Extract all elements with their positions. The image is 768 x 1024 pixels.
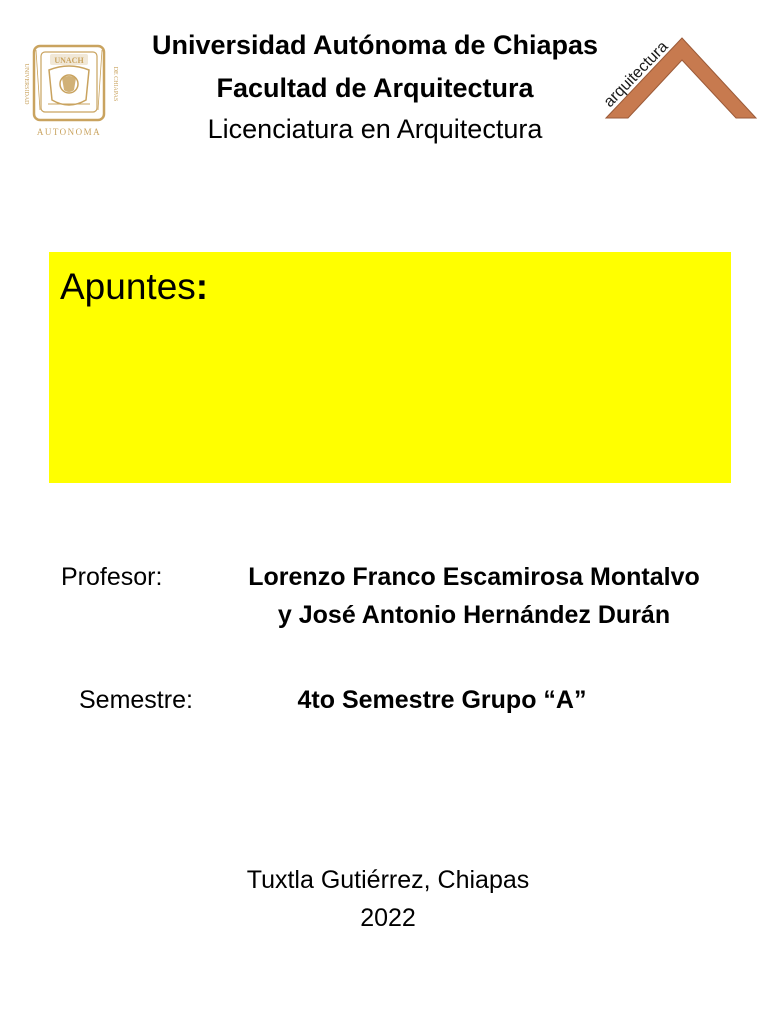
- unach-bottom-text: AUTONOMA: [36, 127, 102, 137]
- program-name: Licenciatura en Arquitectura: [207, 114, 543, 144]
- unach-left-text: UNIVERSIDAD: [23, 63, 29, 105]
- professor-label: Profesor:: [61, 563, 163, 591]
- faculty-name: Facultad de Arquitectura: [216, 73, 534, 103]
- notes-title: [60, 266, 208, 308]
- arquitectura-logo-text: arquitectura: [600, 38, 672, 111]
- semester-value: 4to Semestre Grupo “A”: [297, 686, 587, 714]
- unach-right-text: DE CHIAPAS: [112, 66, 118, 102]
- semester-label: Semestre:: [79, 686, 193, 714]
- notes-title-colon: :: [195, 266, 209, 307]
- notes-title-text: Apuntes: [60, 266, 196, 307]
- unach-abbr: UNACH: [54, 56, 84, 65]
- city: Tuxtla Gutiérrez, Chiapas: [246, 866, 530, 894]
- university-name: Universidad Autónoma de Chiapas: [151, 30, 599, 60]
- professor-name-line1: Lorenzo Franco Escamirosa Montalvo: [248, 563, 700, 591]
- unach-logo: [14, 40, 126, 140]
- notes-box: [49, 252, 731, 483]
- professor-name-line2: y José Antonio Hernández Durán: [277, 601, 671, 629]
- year: 2022: [360, 904, 416, 932]
